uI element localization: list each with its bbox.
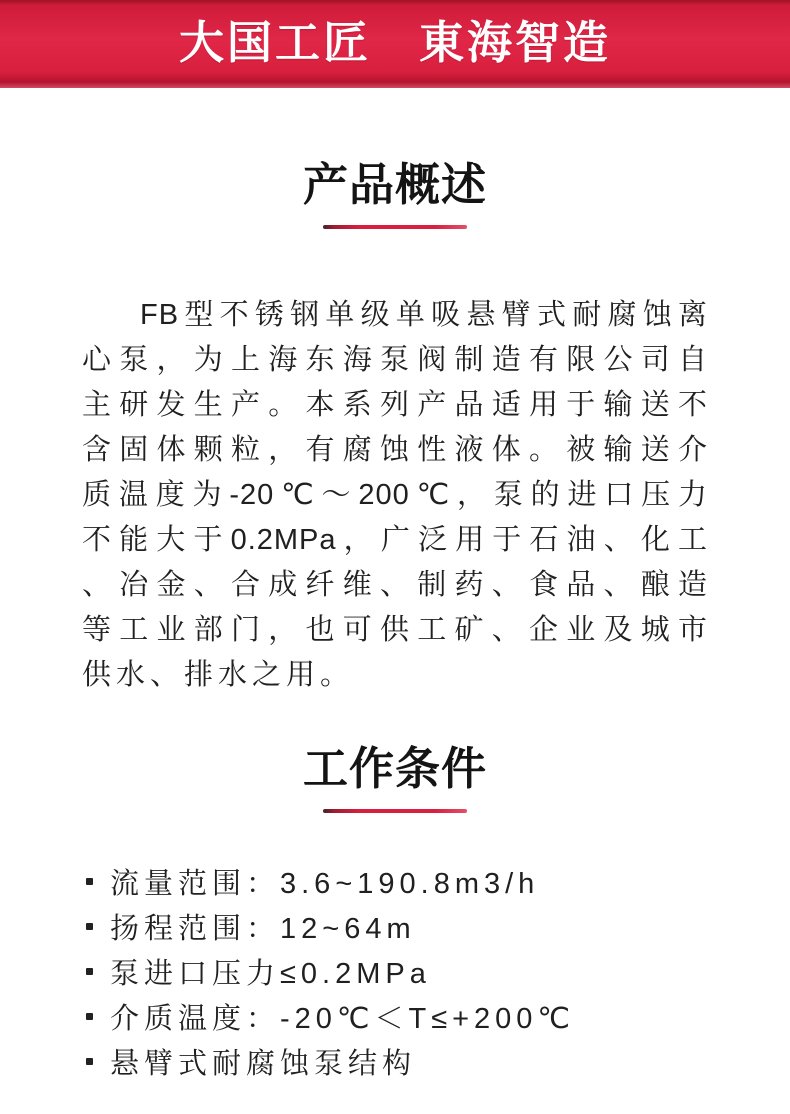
paragraph-line: 含固体颗粒，有腐蚀性液体。被输送介 [82,434,708,466]
conditions-heading-underline [323,809,467,813]
banner-title: 大国工匠 東海智造 [178,16,611,68]
spec-list [86,859,790,1084]
paragraph-line: 等工业部门，也可供工矿、企业及城市 [82,614,708,646]
bullet-dot-icon [86,1058,93,1065]
spec-text: 泵进口压力≤0.2MPa [110,958,431,990]
conditions-section [0,744,790,1084]
bullet-dot-icon [86,968,93,975]
spec-item-inlet-pressure [86,949,790,994]
bullet-dot-icon [86,878,93,885]
paragraph-line: 心泵，为上海东海泵阀制造有限公司自 [82,344,708,376]
overview-heading-underline [323,225,467,229]
paragraph-line: 质温度为-20℃～200℃，泵的进口压力 [82,479,708,511]
spec-text: 扬程范围：12~64m [110,913,416,945]
paragraph-line: 主研发生产。本系列产品适用于输送不 [82,389,708,421]
spec-item-medium-temperature [86,994,790,1039]
overview-paragraph [82,293,708,698]
spec-text: 流量范围：3.6~190.8m3/h [110,868,540,900]
banner [0,0,790,88]
paragraph-line: FB型不锈钢单级单吸悬臂式耐腐蚀离 [140,299,708,331]
paragraph-line: 不能大于0.2MPa，广泛用于石油、化工 [82,524,708,556]
conditions-heading: 工作条件 [302,743,487,794]
bullet-dot-icon [86,923,93,930]
overview-heading: 产品概述 [302,159,487,210]
spec-item-structure [86,1039,790,1084]
paragraph-line: 、冶金、合成纤维、制药、食品、酿造 [82,569,708,601]
overview-section [0,160,790,698]
bullet-dot-icon [86,1013,93,1020]
spec-item-flow-range [86,859,790,904]
spec-text: 介质温度：-20℃＜T≤+200℃ [110,1003,576,1035]
spec-item-head-range [86,904,790,949]
paragraph-line: 供水、排水之用。 [82,659,355,691]
spec-text: 悬臂式耐腐蚀泵结构 [110,1048,417,1080]
